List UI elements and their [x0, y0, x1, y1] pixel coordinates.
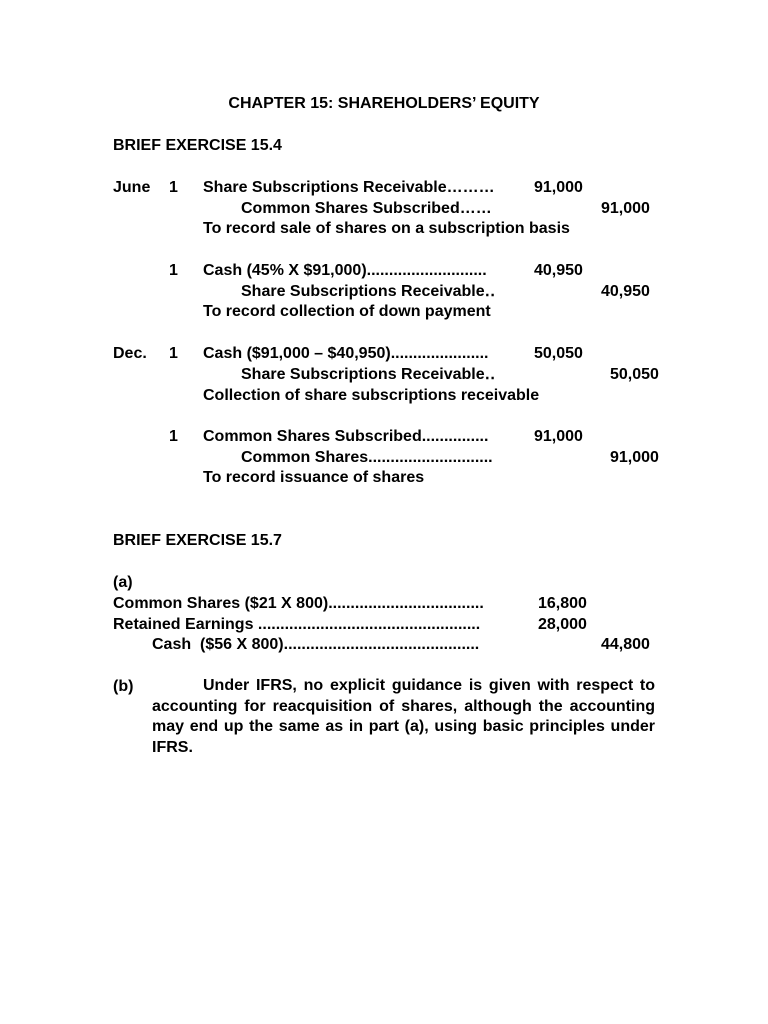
part-b-text: Under IFRS, no explicit guidance is given with respect to accounting for reacquisition of shares, although the accounting may end up the same as in part (a), using basic principles under IFRS. — [152, 677, 655, 757]
debit-account: Cash ($91,000 – $40,950)...................... — [203, 345, 489, 362]
chapter-title: CHAPTER 15: SHAREHOLDERS’ EQUITY — [228, 95, 540, 112]
credit-account: Share Subscriptions Receivable‥ — [241, 283, 496, 300]
entry-explanation: To record collection of down payment — [203, 303, 491, 320]
line-account: Common Shares ($21 X 800)................................... — [113, 595, 484, 612]
entry-day: 1 — [169, 428, 178, 445]
debit-amount: 40,950 — [534, 262, 583, 279]
debit-account: Cash (45% X $91,000)........................... — [203, 262, 487, 279]
credit-amount: 50,050 — [610, 366, 659, 383]
credit-amount: 91,000 — [610, 449, 659, 466]
credit-account: Common Shares Subscribed…… — [241, 200, 492, 217]
entry-day: 1 — [169, 345, 178, 362]
entry-day: 1 — [169, 179, 178, 196]
part-b-paragraph — [152, 676, 655, 759]
line-debit: 16,800 — [538, 595, 587, 612]
entry-explanation: To record issuance of shares — [203, 469, 425, 486]
line-debit: 28,000 — [538, 616, 587, 633]
entry-explanation: To record sale of shares on a subscription basis — [203, 220, 570, 237]
credit-amount: 40,950 — [601, 283, 650, 300]
entry-day: 1 — [169, 262, 178, 279]
debit-account: Common Shares Subscribed............... — [203, 428, 489, 445]
line-credit: 44,800 — [601, 636, 650, 653]
debit-amount: 91,000 — [534, 428, 583, 445]
debit-account: Share Subscriptions Receivable……… — [203, 179, 495, 196]
part-label: (a) — [113, 574, 133, 591]
line-account: Cash ($56 X 800)............................................ — [152, 636, 480, 653]
credit-account: Common Shares............................ — [241, 449, 493, 466]
entry-explanation: Collection of share subscriptions receivable — [203, 387, 540, 404]
part-label: (b) — [113, 678, 134, 695]
exercise-heading: BRIEF EXERCISE 15.4 — [113, 137, 282, 154]
credit-amount: 91,000 — [601, 200, 650, 217]
debit-amount: 91,000 — [534, 179, 583, 196]
debit-amount: 50,050 — [534, 345, 583, 362]
entry-month: June — [113, 179, 151, 196]
credit-account: Share Subscriptions Receivable‥ — [241, 366, 496, 383]
exercise-heading: BRIEF EXERCISE 15.7 — [113, 532, 282, 549]
line-account: Retained Earnings .................................................. — [113, 616, 481, 633]
entry-month: Dec. — [113, 345, 147, 362]
